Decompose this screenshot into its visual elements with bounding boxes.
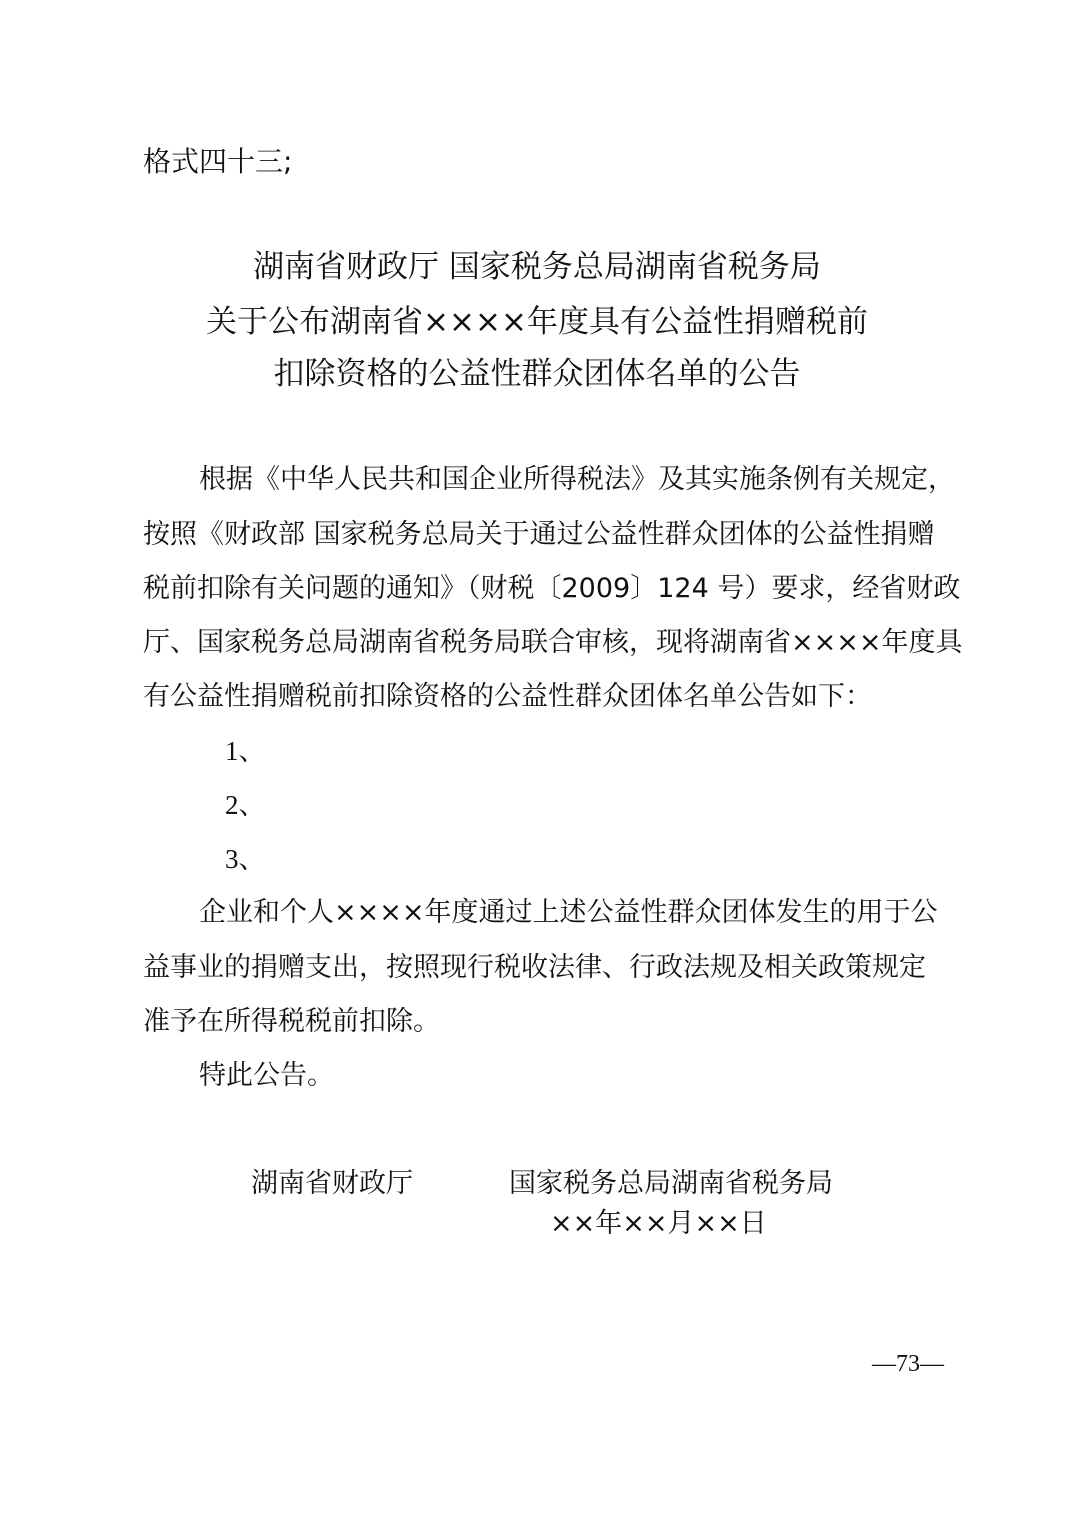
paragraph-2-line-3: 准予在所得税税前扣除。: [143, 1006, 440, 1037]
list-item-2: 2、: [225, 790, 266, 820]
paragraph-1-line-4: 厅、国家税务总局湖南省税务局联合审核，现将湖南省××××年度具: [143, 627, 963, 658]
signature-org-2: 国家税务总局湖南省税务局: [509, 1168, 833, 1199]
paragraph-1-line-3: 税前扣除有关问题的通知》（财税〔2009〕124 号）要求，经省财政: [143, 573, 961, 604]
paragraph-2-line-2: 益事业的捐赠支出，按照现行税收法律、行政法规及相关政策规定: [143, 952, 926, 983]
page-number: —73—: [872, 1351, 944, 1377]
list-item-1: 1、: [225, 736, 266, 766]
title-line-2: 关于公布湖南省××××年度具有公益性捐赠税前: [206, 304, 868, 340]
paragraph-2-line-1: 企业和个人××××年度通过上述公益性群众团体发生的用于公: [199, 897, 938, 928]
title-line-3: 扣除资格的公益性群众团体名单的公告: [273, 356, 801, 392]
paragraph-1-line-2: 按照《财政部 国家税务总局关于通过公益性群众团体的公益性捐赠: [143, 519, 935, 550]
list-item-3: 3、: [225, 844, 266, 874]
paragraph-1-line-1: 根据《中华人民共和国企业所得税法》及其实施条例有关规定，: [199, 464, 955, 495]
paragraph-1-line-5: 有公益性捐赠税前扣除资格的公益性群众团体名单公告如下：: [143, 681, 872, 712]
title-line-1: 湖南省财政厅 国家税务总局湖南省税务局: [253, 249, 821, 285]
signature-date: ××年××月××日: [550, 1208, 767, 1239]
closing-text: 特此公告。: [199, 1060, 334, 1091]
signature-org-1: 湖南省财政厅: [251, 1168, 413, 1199]
format-label: 格式四十三;: [143, 145, 293, 178]
